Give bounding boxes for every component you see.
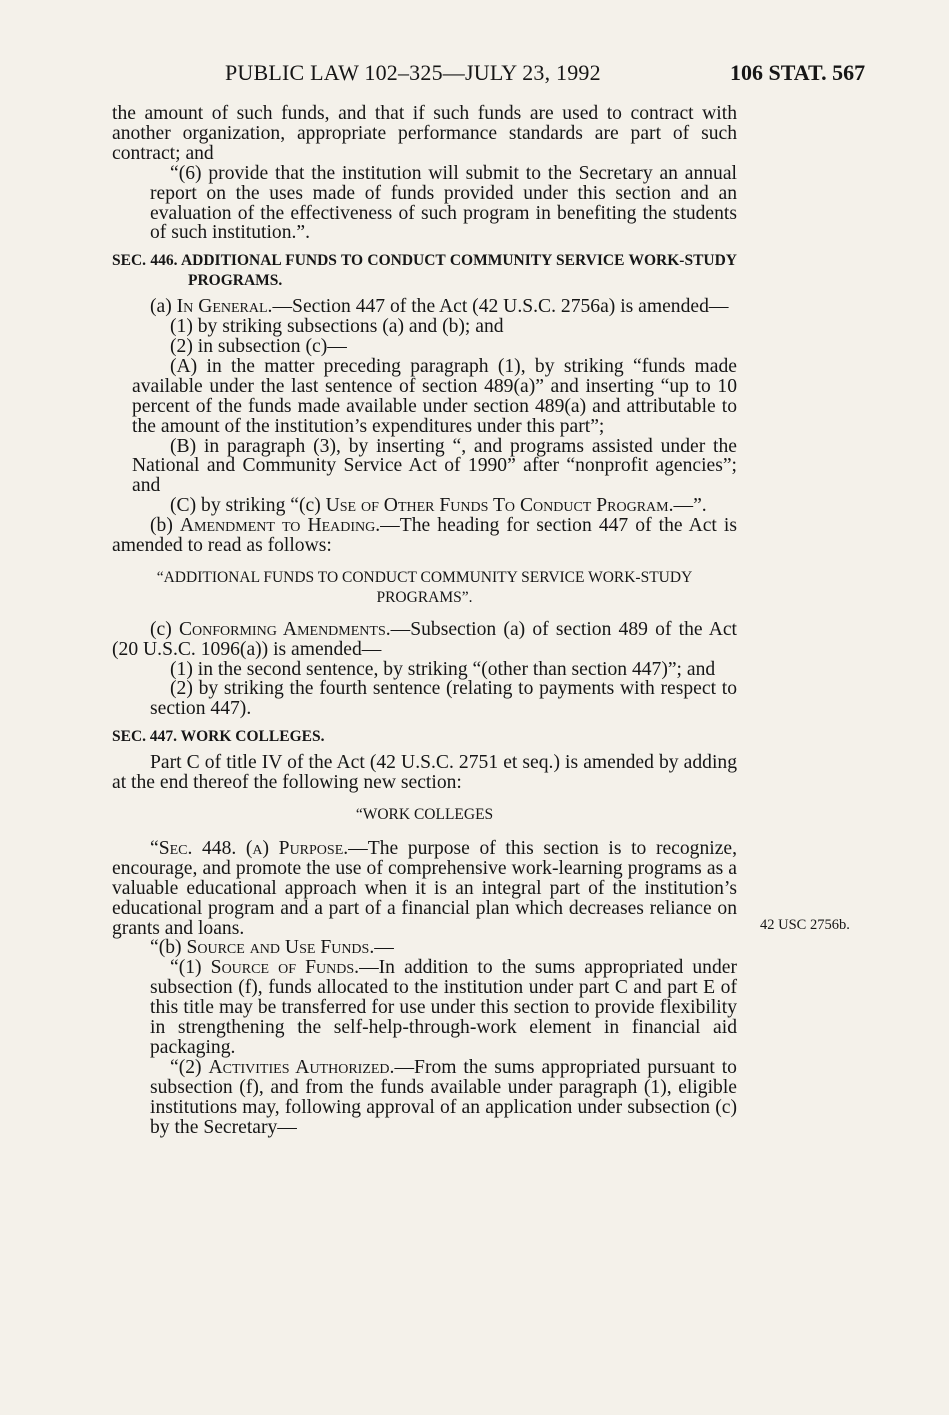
subsection: “Sec. 448. (a) Purpose.—The purpose of this section is to recognize, encourage, and promote the use of comprehensive work-learning programs as a valuable educational approach when it is an integral part of the institution’s educational program and a part of a financial plan which decreases reliance on grants and loans. [112, 837, 737, 939]
clause: (A) in the matter preceding paragraph (1), by striking “funds made available under the last sentence of section 489(a)” and inserting “up to 10 percent of the funds made available under section 489(a) and attributable to the amount of the institution’s expenditures under this part”; [132, 355, 737, 437]
paragraph: (2) in subsection (c)— [170, 335, 347, 357]
subsection: (a) In General.—Section 447 of the Act (42 U.S.C. 2756a) is amended— [150, 296, 729, 318]
paragraph: the amount of such funds, and that if such funds are used to contract with another organization, appropriate performance standards are part of such contract; and [112, 103, 737, 164]
clause: (C) by striking “(c) Use of Other Funds To Conduct Program.—”. [170, 495, 707, 517]
subsection-heading: Source and Use Funds. [186, 937, 375, 959]
paragraph: (2) by striking the fourth sentence (relating to payments with respect to section 447). [150, 678, 737, 720]
clause: (B) in paragraph (3), by inserting “, and programs assisted under the National and Community Service Act of 1990” after “nonprofit agencies”; and [132, 435, 737, 497]
subsection: “(b) Source and Use Funds.— [150, 937, 394, 959]
quoted-heading: “ADDITIONAL FUNDS TO CONDUCT COMMUNITY SERVICE WORK-STUDY PROGRAMS”. [156, 568, 693, 606]
subsection: (b) Amendment to Heading.—The heading for section 447 of the Act is amended to read as follows: [112, 515, 737, 557]
page-header-title: PUBLIC LAW 102–325—JULY 23, 1992 [225, 60, 601, 85]
page-header [0, 60, 949, 90]
subsection-heading: Conforming Amendments. [178, 618, 391, 640]
paragraph: “(1) Source of Funds.—In addition to the sums appropriated under subsection (f), funds allocated to the institution under part C and part E of this title may be transferred for use under this section to provide flexibility in strengthening the self-help-through-work element in financial aid packaging. [150, 957, 737, 1058]
quoted-heading: “WORK COLLEGES [355, 806, 494, 823]
subsection-heading: In General. [176, 296, 273, 318]
subsection-heading: Amendment to Heading. [179, 515, 381, 537]
section-heading: SEC. 447. WORK COLLEGES. [112, 728, 325, 746]
section-heading: SEC. 446. ADDITIONAL FUNDS TO CONDUCT COMMUNITY SERVICE WORK-STUDY PROGRAMS. [112, 252, 737, 290]
paragraph: “(6) provide that the institution will submit to the Secretary an annual report on the uses made of funds provided under this section and an evaluation of the effectiveness of such program in benefiting the students of such institution.”. [150, 162, 737, 244]
subsection-heading: Purpose. [278, 837, 349, 859]
paragraph: (1) in the second sentence, by striking “(other than section 447)”; and [170, 658, 716, 680]
page-header-stat-number: 106 STAT. 567 [730, 60, 866, 85]
subsection: (c) Conforming Amendments.—Subsection (a) of section 489 of the Act (20 U.S.C. 1096(a)) is amended— [112, 618, 737, 660]
margin-citation: 42 USC 2756b. [760, 917, 850, 933]
document-body [112, 104, 737, 1138]
paragraph: Part C of title IV of the Act (42 U.S.C. 2751 et seq.) is amended by adding at the end thereof the following new section: [112, 752, 737, 794]
paragraph: “(2) Activities Authorized.—From the sums appropriated pursuant to subsection (f), and from the funds available under paragraph (1), eligible institutions may, following approval of an application under subsection (c) by the Secretary— [150, 1056, 737, 1138]
paragraph: (1) by striking subsections (a) and (b); and [170, 316, 504, 338]
